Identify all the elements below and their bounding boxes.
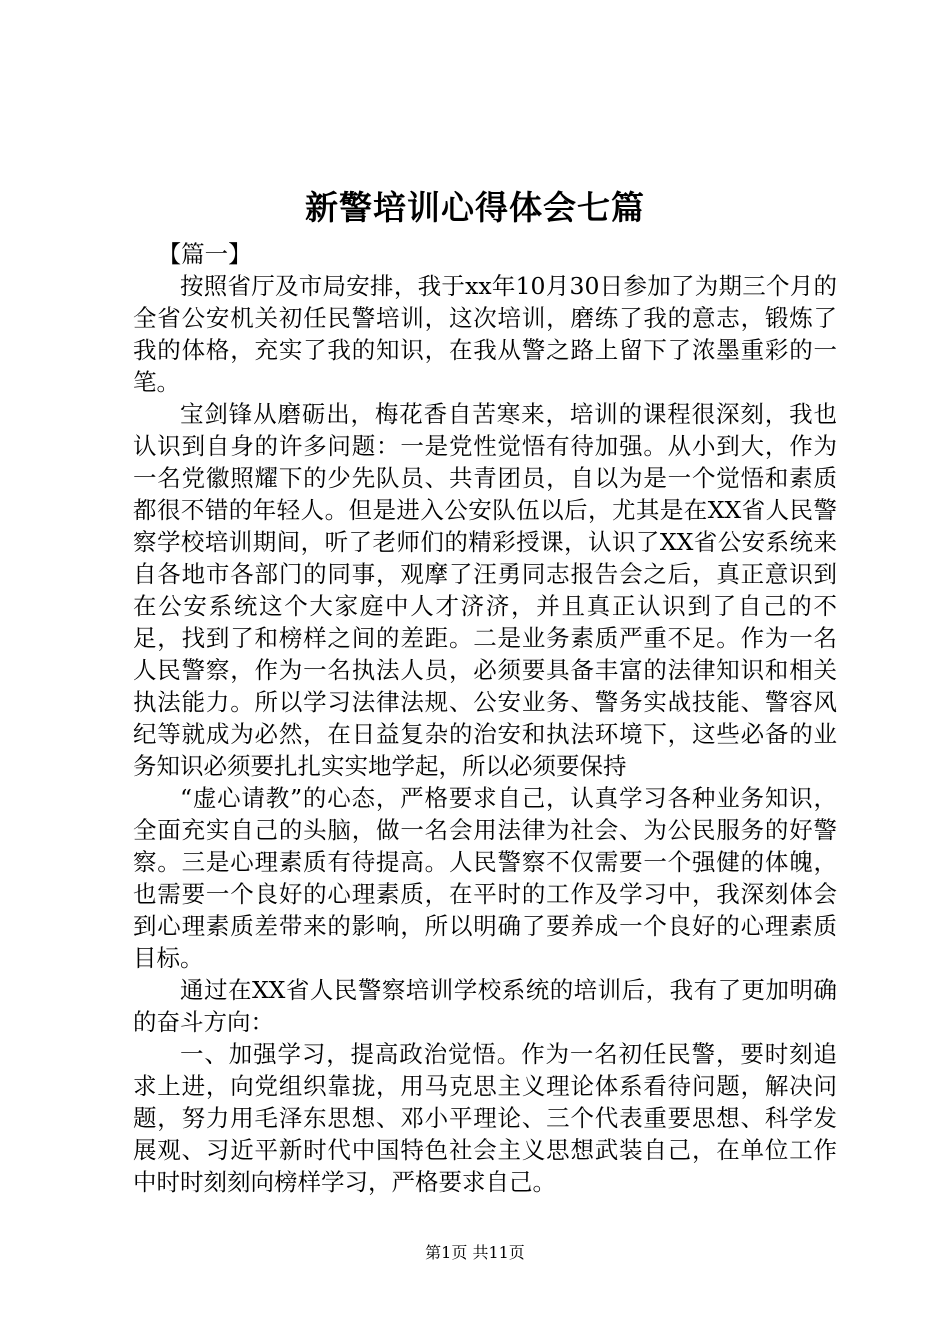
paragraph: 通过在XX省人民警察培训学校系统的培训后，我有了更加明确的奋斗方向： bbox=[133, 976, 837, 1036]
paragraph: 按照省厅及市局安排，我于xx年10月30日参加了为期三个月的全省公安机关初任民警培训，这次培训，磨练了我的意志，锻炼了我的体格，充实了我的知识，在我从警之路上留下了浓墨重彩的一笔。 bbox=[133, 272, 837, 396]
document-body bbox=[133, 238, 837, 1198]
document-title: 新警培训心得体会七篇 bbox=[305, 188, 645, 227]
paragraph: 宝剑锋从磨砺出，梅花香自苦寒来，培训的课程很深刻，我也认识到自身的许多问题：一是党性觉悟有待加强。从小到大，作为一名党徽照耀下的少先队员、共青团员，自以为是一个觉悟和素质都很不错的年轻人。但是进入公安队伍以后，尤其是在XX省人民警察学校培训期间，听了老师们的精彩授课，认识了XX省公安系统来自各地市各部门的同事，观摩了汪勇同志报告会之后，真正意识到在公安系统这个大家庭中人才济济，并且真正认识到了自己的不足，找到了和榜样之间的差距。二是业务素质严重不足。作为一名人民警察，作为一名执法人员，必须要具备丰富的法律知识和相关执法能力。所以学习法律法规、公安业务、警务实战技能、警容风纪等就成为必然，在日益复杂的治安和执法环境下，这些必备的业务知识必须要扎扎实实地学起，所以必须要保持 bbox=[133, 400, 837, 780]
page-footer: 第1页 共11页 bbox=[425, 1243, 525, 1262]
paragraph: “虚心请教”的心态，严格要求自己，认真学习各种业务知识，全面充实自己的头脑，做一名会用法律为社会、为公民服务的好警察。三是心理素质有待提高。人民警察不仅需要一个强健的体魄，也需要一个良好的心理素质，在平时的工作及学习中，我深刻体会到心理素质差带来的影响，所以明确了要养成一个良好的心理素质目标。 bbox=[133, 784, 837, 972]
paragraph: 一、加强学习，提高政治觉悟。作为一名初任民警，要时刻追求上进，向党组织靠拢，用马克思主义理论体系看待问题，解决问题，努力用毛泽东思想、邓小平理论、三个代表重要思想、科学发展观、习近平新时代中国特色社会主义思想武装自己，在单位工作中时时刻刻向榜样学习，严格要求自己。 bbox=[133, 1040, 837, 1196]
section-label: 【篇一】 bbox=[157, 240, 252, 268]
